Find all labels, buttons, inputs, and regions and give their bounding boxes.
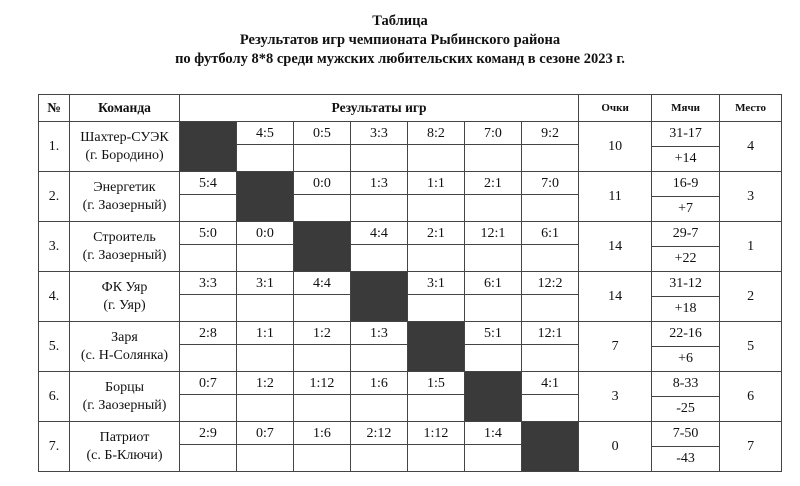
team-name: Энергетик: [93, 179, 156, 195]
header-place: Место: [720, 95, 782, 122]
game-score: 0:0: [294, 174, 350, 195]
team-cell: [70, 422, 180, 472]
game-score-cell: [294, 422, 351, 472]
game-score-cell: [180, 222, 237, 272]
diagonal-cell: [294, 222, 351, 272]
goals-for-against: 16-9: [652, 172, 719, 197]
table-row: [39, 422, 782, 472]
header-points: Очки: [579, 95, 652, 122]
game-score: 0:7: [237, 424, 293, 445]
points-cell: 11: [579, 172, 652, 222]
team-cell: [70, 122, 180, 172]
game-score-cell: [351, 322, 408, 372]
game-score-cell: [408, 122, 465, 172]
balls-cell: [652, 272, 720, 322]
row-number: 2.: [39, 172, 70, 222]
goal-difference: -43: [676, 451, 695, 466]
game-score-cell: [408, 222, 465, 272]
diagonal-cell: [522, 422, 579, 472]
row-number: 4.: [39, 272, 70, 322]
game-score: 1:4: [465, 424, 521, 445]
goal-difference: +14: [674, 151, 697, 166]
place-cell: 3: [720, 172, 782, 222]
game-score-cell: [465, 172, 522, 222]
game-score-cell: [465, 322, 522, 372]
game-score: 12:1: [465, 224, 521, 245]
points-cell: 10: [579, 122, 652, 172]
game-score: 1:12: [408, 424, 464, 445]
game-score-cell: [294, 372, 351, 422]
game-score: 1:6: [294, 424, 350, 445]
game-score-cell: [237, 272, 294, 322]
team-town: (с. Н-Солянка): [80, 347, 169, 363]
title-line-1: Таблица: [372, 13, 428, 29]
row-number: 5.: [39, 322, 70, 372]
header-team: Команда: [70, 95, 180, 122]
game-score-cell: [522, 372, 579, 422]
game-score-cell: [294, 122, 351, 172]
header-results: Результаты игр: [180, 95, 579, 122]
balls-cell: [652, 222, 720, 272]
game-score-cell: [180, 322, 237, 372]
game-score-cell: [408, 172, 465, 222]
team-cell: [70, 372, 180, 422]
game-score-cell: [522, 172, 579, 222]
points-cell: 14: [579, 222, 652, 272]
points-cell: 14: [579, 272, 652, 322]
goal-difference: +7: [678, 201, 694, 216]
game-score: 7:0: [465, 124, 521, 145]
game-score: 1:1: [408, 174, 464, 195]
game-score: 6:1: [522, 224, 578, 245]
game-score: 6:1: [465, 274, 521, 295]
title-line-2: Результатов игр чемпионата Рыбинского района: [239, 32, 561, 48]
game-score: 1:12: [294, 374, 350, 395]
team-name: Строитель: [93, 229, 156, 245]
game-score-cell: [408, 422, 465, 472]
game-score-cell: [294, 172, 351, 222]
row-number: 1.: [39, 122, 70, 172]
game-score: 1:3: [351, 174, 407, 195]
goals-for-against: 31-12: [652, 272, 719, 297]
team-name: Патриот: [99, 429, 150, 445]
team-name: Борцы: [105, 379, 144, 395]
game-score: 8:2: [408, 124, 464, 145]
goals-for-against: 29-7: [652, 222, 719, 247]
game-score-cell: [351, 422, 408, 472]
table-row: [39, 322, 782, 372]
table-row: [39, 372, 782, 422]
game-score-cell: [408, 272, 465, 322]
team-town: (г. Бородино): [85, 147, 164, 163]
game-score-cell: [180, 372, 237, 422]
team-name: Шахтер-СУЭК: [80, 129, 169, 145]
goal-difference: +18: [674, 301, 697, 316]
diagonal-cell: [351, 272, 408, 322]
game-score-cell: [522, 222, 579, 272]
game-score: 5:4: [180, 174, 236, 195]
game-score-cell: [522, 272, 579, 322]
table-row: [39, 272, 782, 322]
game-score-cell: [351, 172, 408, 222]
game-score: 4:5: [237, 124, 293, 145]
team-town: (г. Заозерный): [82, 247, 167, 263]
points-cell: 3: [579, 372, 652, 422]
game-score: 4:4: [294, 274, 350, 295]
team-cell: [70, 272, 180, 322]
game-score: 5:0: [180, 224, 236, 245]
game-score: 2:9: [180, 424, 236, 445]
game-score: 7:0: [522, 174, 578, 195]
row-number: 3.: [39, 222, 70, 272]
game-score-cell: [522, 122, 579, 172]
game-score-cell: [465, 422, 522, 472]
game-score: 12:2: [522, 274, 578, 295]
table-body: [39, 122, 782, 472]
game-score: 3:3: [351, 124, 407, 145]
game-score-cell: [465, 272, 522, 322]
game-score: 0:5: [294, 124, 350, 145]
game-score: 2:12: [351, 424, 407, 445]
goals-for-against: 7-50: [652, 422, 719, 447]
game-score: 12:1: [522, 324, 578, 345]
team-name: Заря: [111, 329, 138, 345]
game-score: 1:2: [294, 324, 350, 345]
table-row: [39, 222, 782, 272]
game-score-cell: [180, 422, 237, 472]
diagonal-cell: [408, 322, 465, 372]
team-cell: [70, 172, 180, 222]
game-score-cell: [351, 122, 408, 172]
table-row: [39, 122, 782, 172]
row-number: 6.: [39, 372, 70, 422]
goals-for-against: 22-16: [652, 322, 719, 347]
game-score-cell: [408, 372, 465, 422]
game-score-cell: [237, 372, 294, 422]
points-cell: 0: [579, 422, 652, 472]
header-balls: Мячи: [652, 95, 720, 122]
game-score-cell: [180, 172, 237, 222]
goal-difference: -25: [676, 401, 695, 416]
place-cell: 4: [720, 122, 782, 172]
game-score-cell: [294, 322, 351, 372]
game-score: 5:1: [465, 324, 521, 345]
game-score: 1:5: [408, 374, 464, 395]
game-score: 2:1: [408, 224, 464, 245]
game-score: 3:1: [408, 274, 464, 295]
title-line-3: по футболу 8*8 среди мужских любительских команд в сезоне 2023 г.: [175, 51, 625, 67]
game-score: 1:2: [237, 374, 293, 395]
team-cell: [70, 222, 180, 272]
game-score-cell: [237, 322, 294, 372]
game-score-cell: [465, 222, 522, 272]
game-score: 9:2: [522, 124, 578, 145]
team-town: (с. Б-Ключи): [86, 447, 163, 463]
game-score: 4:4: [351, 224, 407, 245]
goals-for-against: 31-17: [652, 122, 719, 147]
points-cell: 7: [579, 322, 652, 372]
game-score: 1:1: [237, 324, 293, 345]
place-cell: 7: [720, 422, 782, 472]
game-score-cell: [351, 372, 408, 422]
game-score-cell: [237, 222, 294, 272]
goals-for-against: 8-33: [652, 372, 719, 397]
goal-difference: +22: [674, 251, 697, 266]
header-num: №: [39, 95, 70, 122]
balls-cell: [652, 422, 720, 472]
team-town: (г. Заозерный): [82, 197, 167, 213]
game-score: 0:7: [180, 374, 236, 395]
balls-cell: [652, 372, 720, 422]
place-cell: 2: [720, 272, 782, 322]
header-row: [39, 95, 782, 122]
team-town: (г. Уяр): [103, 297, 146, 313]
game-score-cell: [465, 122, 522, 172]
results-table: [38, 94, 782, 472]
game-score-cell: [180, 272, 237, 322]
game-score: 0:0: [237, 224, 293, 245]
goal-difference: +6: [678, 351, 694, 366]
place-cell: 5: [720, 322, 782, 372]
game-score: 2:8: [180, 324, 236, 345]
game-score-cell: [237, 422, 294, 472]
team-town: (г. Заозерный): [82, 397, 167, 413]
game-score-cell: [351, 222, 408, 272]
table-row: [39, 172, 782, 222]
game-score-cell: [237, 122, 294, 172]
row-number: 7.: [39, 422, 70, 472]
game-score: 4:1: [522, 374, 578, 395]
team-name: ФК Уяр: [101, 279, 148, 295]
balls-cell: [652, 172, 720, 222]
diagonal-cell: [180, 122, 237, 172]
place-cell: 1: [720, 222, 782, 272]
place-cell: 6: [720, 372, 782, 422]
game-score: 1:3: [351, 324, 407, 345]
game-score: 1:6: [351, 374, 407, 395]
game-score: 3:1: [237, 274, 293, 295]
balls-cell: [652, 122, 720, 172]
results-table-wrapper: [38, 94, 765, 465]
team-cell: [70, 322, 180, 372]
document-title: [0, 0, 800, 69]
diagonal-cell: [465, 372, 522, 422]
game-score: 2:1: [465, 174, 521, 195]
diagonal-cell: [237, 172, 294, 222]
game-score-cell: [294, 272, 351, 322]
game-score-cell: [522, 322, 579, 372]
balls-cell: [652, 322, 720, 372]
game-score: 3:3: [180, 274, 236, 295]
